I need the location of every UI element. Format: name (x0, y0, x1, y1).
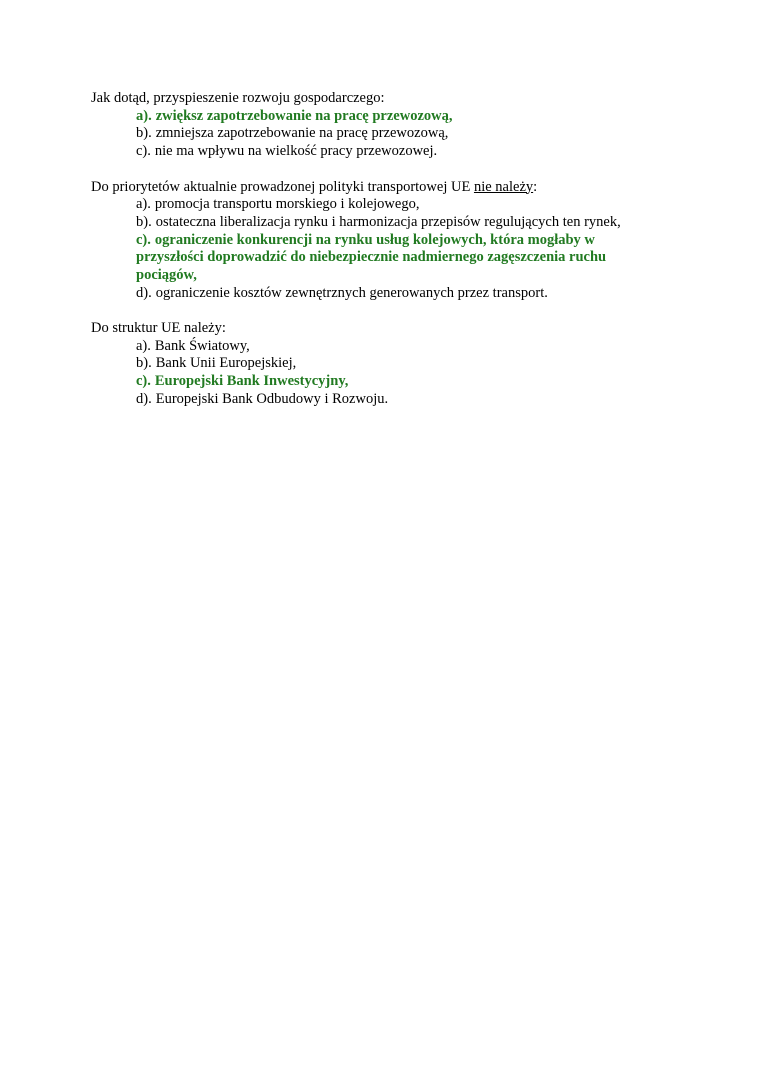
option-letter: b). (136, 125, 152, 142)
option-text: Bank Unii Europejskiej, (155, 355, 297, 372)
question-1-option-c (91, 143, 656, 161)
question-3 (91, 320, 691, 409)
option-text: ostateczna liberalizacja rynku i harmonizacja przepisów regulujących ten rynek, (155, 213, 621, 230)
question-2-option-b (91, 214, 656, 232)
option-text: zwiększ zapotrzebowanie na pracę przewozową, (155, 107, 453, 124)
question-3-option-c (91, 373, 656, 391)
question-1-option-b (91, 125, 656, 143)
question-1-stem: Jak dotąd, przyspieszenie rozwoju gospodarczego: (91, 90, 385, 106)
option-letter: b). (136, 213, 152, 230)
question-2-option-c (91, 232, 656, 285)
question-3-option-b (91, 355, 656, 373)
option-letter: d). (136, 284, 152, 301)
question-2-stem-colon: : (533, 178, 538, 195)
option-text: ograniczenie kosztów zewnętrznych generowanych przez transport. (155, 284, 548, 301)
option-text: Bank Światowy, (154, 337, 250, 354)
question-3-option-d (91, 391, 656, 409)
option-letter: c). (136, 373, 151, 390)
option-text: Europejski Bank Inwestycyjny, (154, 373, 349, 390)
option-letter: a). (136, 337, 151, 354)
option-text: zmniejsza zapotrzebowanie na pracę przewozową, (155, 125, 449, 142)
question-2-stem-text: Do priorytetów aktualnie prowadzonej polityki transportowej UE (91, 178, 474, 195)
question-2-option-d (91, 285, 656, 303)
option-letter: a). (136, 107, 152, 124)
option-letter: b). (136, 355, 152, 372)
option-text: promocja transportu morskiego i kolejowego, (154, 196, 420, 213)
option-text: nie ma wpływu na wielkość pracy przewozowej. (154, 143, 438, 160)
question-3-stem: Do struktur UE należy: (91, 320, 226, 336)
option-text: ograniczenie konkurencji na rynku usług kolejowych, która mogłaby w przyszłości doprowadzić do niebezpiecznie nadmiernego zagęszczenia ruchu pociągów, (136, 231, 607, 284)
question-1 (91, 90, 691, 161)
question-2-option-a (91, 196, 656, 214)
question-3-option-a (91, 338, 656, 356)
option-letter: a). (136, 196, 151, 213)
option-letter: c). (136, 143, 151, 160)
question-2-stem-underlined: nie należy (473, 178, 534, 195)
option-letter: d). (136, 390, 152, 407)
question-1-option-a (91, 108, 656, 126)
option-text: Europejski Bank Odbudowy i Rozwoju. (155, 390, 389, 407)
question-2-stem (91, 179, 691, 197)
question-2 (91, 179, 691, 303)
option-letter: c). (136, 231, 151, 248)
